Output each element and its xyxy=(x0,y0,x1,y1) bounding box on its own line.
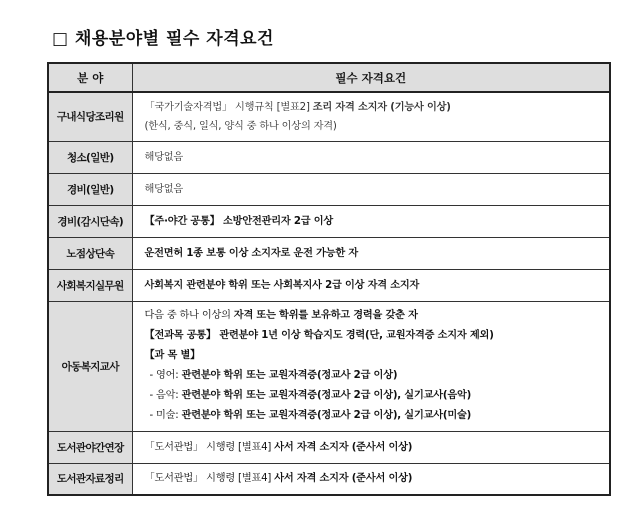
table-row xyxy=(48,237,610,269)
field-cell: 노점상단속 xyxy=(48,237,132,269)
requirement-cell xyxy=(132,463,610,495)
requirement-text: - 음악: xyxy=(149,390,182,401)
requirement-line xyxy=(145,117,610,136)
field-cell: 경비(일반) xyxy=(48,173,132,205)
requirement-bold-text: 관련분야 학위 또는 교원자격증(정교사 2급 이상), 실기교사(미술) xyxy=(181,410,472,421)
table-header-row xyxy=(48,63,610,92)
field-cell: 도서관야간연장 xyxy=(48,431,132,463)
requirement-text: 다음 중 하나 이상의 xyxy=(144,310,234,321)
requirement-line xyxy=(145,386,610,406)
requirement-cell xyxy=(132,205,610,237)
page-title: □ 채용분야별 필수 자격요건 xyxy=(52,29,274,49)
requirement-text: 해당없음 xyxy=(144,151,184,163)
requirements-table xyxy=(47,62,611,496)
requirement-text: - 미술: xyxy=(149,410,182,421)
field-cell: 아동복지교사 xyxy=(48,301,132,431)
requirement-line xyxy=(145,98,610,117)
table-row xyxy=(48,301,610,431)
requirement-cell xyxy=(132,269,610,301)
table-row xyxy=(48,173,610,205)
requirement-line: 【과 목 별】 xyxy=(144,350,201,361)
table-row xyxy=(48,205,610,237)
requirement-line: 【전과목 공통】 관련분야 1년 이상 학습지도 경력(단, 교원자격증 소지자 제외) xyxy=(144,330,494,341)
requirement-line xyxy=(145,306,610,326)
requirement-cell xyxy=(132,301,610,431)
requirement-cell xyxy=(132,237,610,269)
requirement-text: 「도서관법」 시행령 [별표4] xyxy=(144,441,275,453)
field-cell: 도서관자료정리 xyxy=(48,463,132,495)
field-cell: 경비(감시단속) xyxy=(48,205,132,237)
requirement-cell xyxy=(132,173,610,205)
requirement-text: 「국가기술자격법」 시행규칙 [별표2] xyxy=(144,101,313,113)
table-row xyxy=(48,269,610,301)
requirement-bold-text: 관련분야 학위 또는 교원자격증(정교사 2급 이상) xyxy=(181,370,398,381)
header-requirements: 필수 자격요건 xyxy=(132,63,610,92)
table-row xyxy=(48,463,610,495)
table-row xyxy=(48,92,610,141)
requirement-bold-text: 사서 자격 소지자 (준사서 이상) xyxy=(274,473,413,485)
table-row xyxy=(48,141,610,173)
field-cell: 청소(일반) xyxy=(48,141,132,173)
header-field: 분 야 xyxy=(48,63,132,92)
requirement-text: 해당없음 xyxy=(144,183,184,195)
requirement-bold-text: 관련분야 학위 또는 교원자격증(정교사 2급 이상), 실기교사(음악) xyxy=(181,390,472,401)
requirement-cell xyxy=(132,141,610,173)
requirement-bold-text: 자격 또는 학위를 보유하고 경력을 갖춘 자 xyxy=(233,310,418,321)
requirement-bold-text: 조리 자격 소지자 (기능사 이상) xyxy=(312,101,451,113)
requirement-cell xyxy=(132,431,610,463)
requirement-bold-text: 【주·야간 공통】 소방안전관리자 2급 이상 xyxy=(144,215,334,227)
requirement-bold-text: 사서 자격 소지자 (준사서 이상) xyxy=(274,441,413,453)
requirement-text: - 영어: xyxy=(149,370,182,381)
requirement-text: 「도서관법」 시행령 [별표4] xyxy=(144,473,275,485)
requirement-line xyxy=(145,366,610,386)
requirement-text: (한식, 중식, 일식, 양식 중 하나 이상의 자격) xyxy=(144,120,337,132)
table-row xyxy=(48,431,610,463)
requirement-bold-text: 사회복지 관련분야 학위 또는 사회복지사 2급 이상 자격 소지자 xyxy=(144,279,420,291)
requirement-cell xyxy=(132,92,610,141)
requirement-line xyxy=(145,406,610,426)
field-cell: 구내식당조리원 xyxy=(48,92,132,141)
requirement-bold-text: 운전면허 1종 보통 이상 소지자로 운전 가능한 자 xyxy=(144,247,358,259)
field-cell: 사회복지실무원 xyxy=(48,269,132,301)
